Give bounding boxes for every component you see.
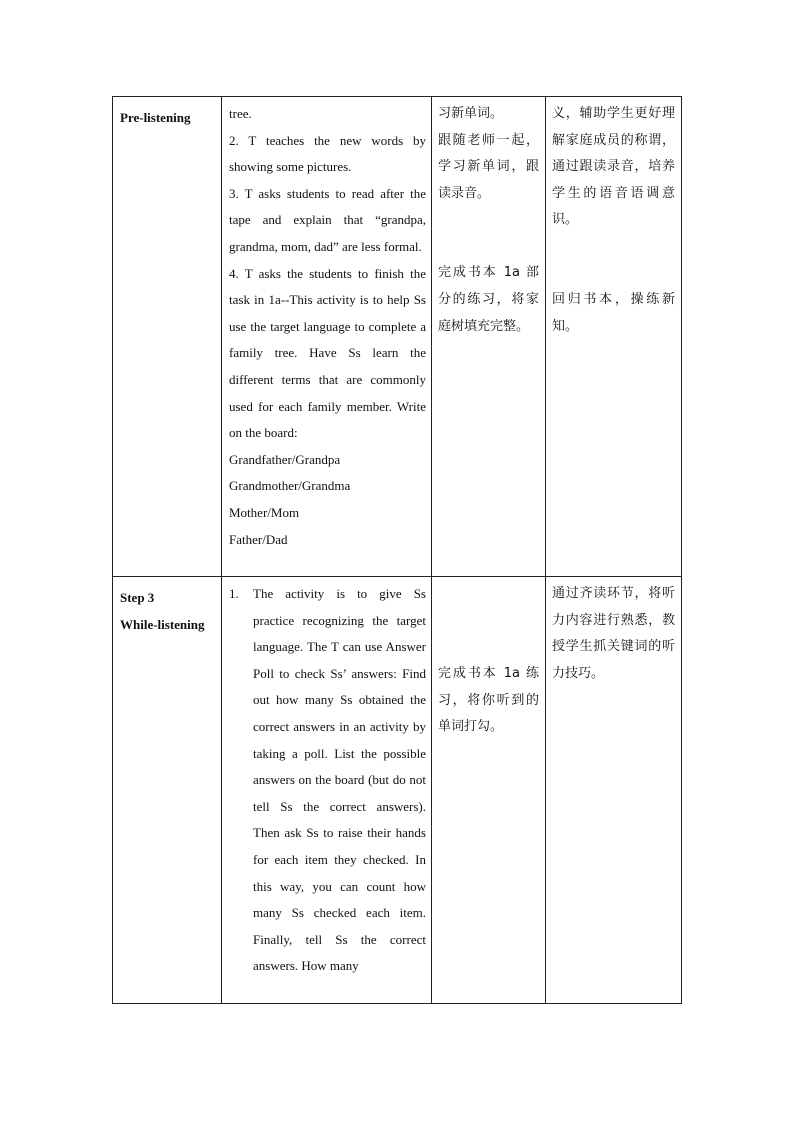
purpose-paragraph: 义，辅助学生更好理解家庭成员的称谓，通过跟读录音，培养学生的语音语调意识。: [552, 106, 675, 228]
board-word: Grandmother/Grandma: [229, 478, 351, 494]
table-row-pre-listening: [113, 97, 682, 577]
student-paragraph: 习新单词。: [438, 106, 504, 121]
list-number: 1.: [229, 586, 239, 601]
process-paragraph: 3. T asks students to read after the tape and explain that “grandpa, grandma, mom, dad” are less formal.: [229, 185, 426, 254]
lesson-plan-table: [112, 96, 682, 1004]
table-row-while-listening: [113, 577, 682, 1004]
teacher-activity-cell: [222, 577, 432, 1004]
step-label: Step 3: [120, 590, 155, 605]
student-paragraph: 跟随老师一起，学习新单词，跟读录音。: [438, 132, 539, 201]
board-word: Grandfather/Grandpa: [229, 451, 341, 467]
stage-label: While-listening: [120, 616, 205, 632]
purpose-paragraph: 通过齐读环节，将听力内容进行熟悉，教授学生抓关键词的听力技巧。: [552, 586, 675, 681]
stage-label: Pre-listening: [120, 110, 191, 125]
student-paragraph: 完成书本 1a 练习，将你听到的单词打勾。: [438, 666, 539, 735]
stage-cell: [113, 97, 222, 577]
purpose-cell: [546, 577, 682, 1004]
purpose-paragraph: 回归书本，操练新知。: [552, 291, 675, 334]
teacher-activity-cell: [222, 97, 432, 577]
process-paragraph: 4. T asks the students to finish the task in 1a--This activity is to help Ss use the target language to complete a family tree. Have Ss learn the different terms that are commonly used for each family member. Write on the board:: [229, 265, 426, 441]
student-activity-cell: [432, 97, 546, 577]
process-paragraph: 2. T teaches the new words by showing some pictures.: [229, 132, 426, 175]
board-word: Mother/Mom: [229, 504, 300, 520]
process-paragraph: The activity is to give Ss practice recognizing the target language. The T can use Answer Poll to check Ss’ answers: Find out how many Ss obtained the correct answers in an activity by taking a poll. List the possible answers on the board (but do not tell Ss the correct answers). Then ask Ss to raise their hands for each item they checked. In this way, you can count how many Ss checked each item. Finally, tell Ss the correct answers. How many: [253, 586, 426, 974]
stage-cell: [113, 577, 222, 1004]
student-activity-cell: [432, 577, 546, 1004]
process-paragraph: tree.: [229, 106, 252, 121]
purpose-cell: [546, 97, 682, 577]
student-paragraph: 完成书本 1a 部分的练习，将家庭树填充完整。: [438, 265, 539, 334]
board-word: Father/Dad: [229, 531, 288, 547]
